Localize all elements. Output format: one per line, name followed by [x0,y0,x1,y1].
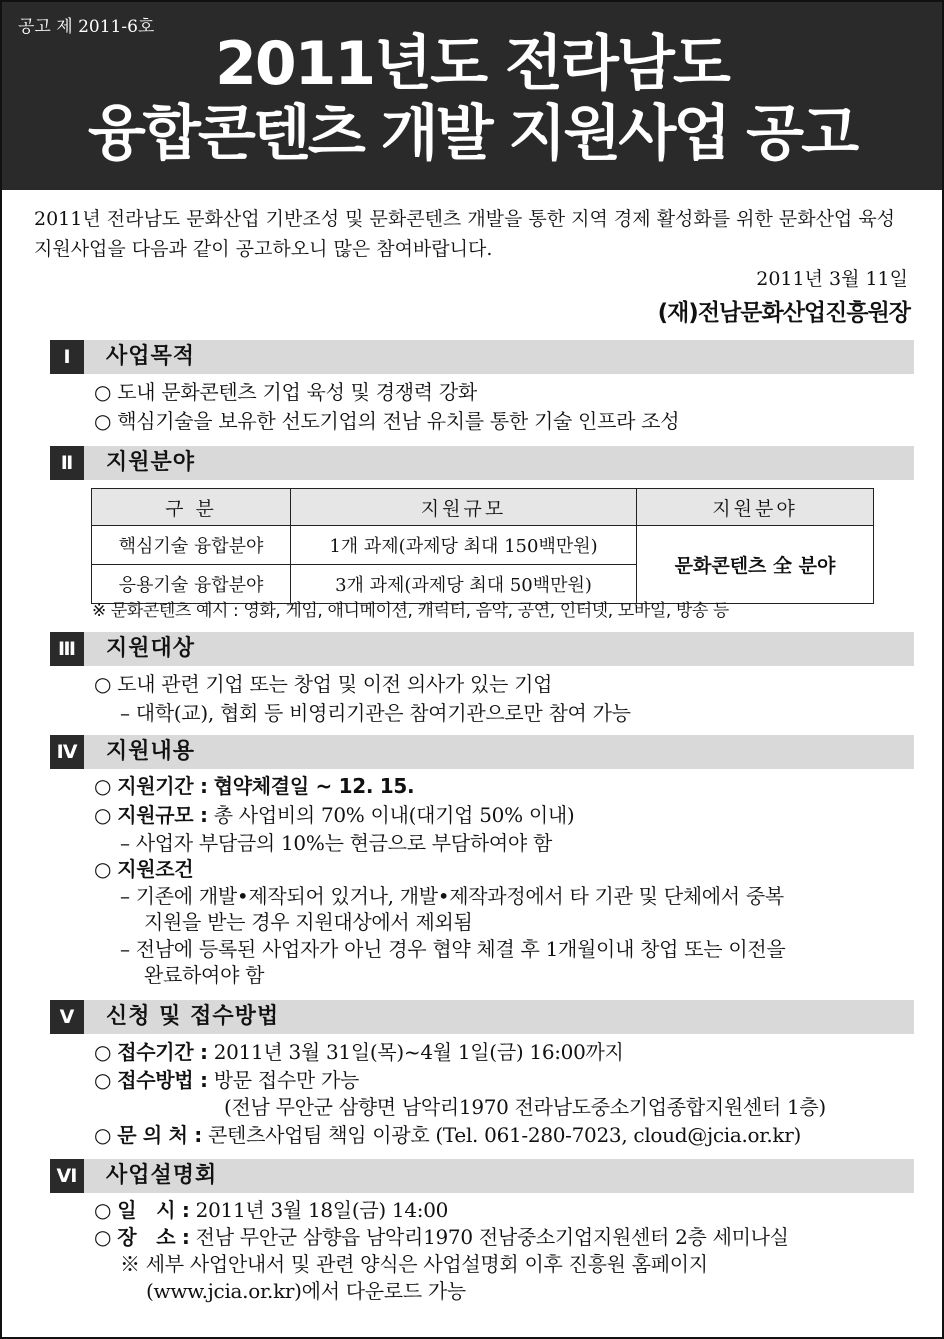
table-header-field: 지원분야 [637,489,874,526]
contact-value: 콘텐츠사업팀 책임 이광호 (Tel. 061-280-7023, cloud@jcia.or.kr) [208,1123,801,1147]
section-number: Ⅱ [50,446,84,480]
support-conditions-label: 지원조건 [117,857,194,881]
briefing-note: ※ 세부 사업안내서 및 관련 양식은 사업설명회 이후 진흥원 홈페이지 [120,1252,708,1276]
application-method-value: 방문 접수만 가능 [213,1068,359,1092]
bullet: ○ [94,1123,112,1147]
condition-item: – 전남에 등록된 사업자가 아닌 경우 협약 체결 후 1개월이내 창업 또는 이전을 [120,937,786,961]
eligibility-sub: – 대학(교), 협회 등 비영리기관은 참여기관으로만 참여 가능 [120,701,631,725]
section-title: 사업목적 [106,344,196,369]
support-period-line [94,772,414,800]
section-title: 사업설명회 [106,1163,218,1188]
briefing-date-line [94,1196,448,1224]
application-period-label: 접수기간 : [117,1040,208,1064]
briefing-date-value: 2011년 3월 18일(금) 14:00 [195,1198,449,1222]
application-address: (전남 무안군 삼향면 남악리1970 전라남도중소기업종합지원센터 1층) [224,1095,826,1119]
notice-date: 2011년 3월 11일 [756,268,908,290]
section-title: 지원분야 [106,450,196,475]
support-conditions-line [94,855,193,883]
eligibility-item: ○ 도내 관련 기업 또는 창업 및 이전 의사가 있는 기업 [94,672,553,696]
issuing-organization: (재)전남문화산업진흥원장 [657,300,910,326]
support-scale-label: 지원규모 : [117,803,208,827]
section-header-purpose [50,340,914,374]
bullet: ○ [94,1040,112,1064]
briefing-place-value: 전남 무안군 삼향읍 남악리1970 전남중소기업지원센터 2층 세미나실 [195,1225,789,1249]
table-cell-category: 핵심기술 융합분야 [92,526,291,565]
table-header-scale: 지원규모 [291,489,637,526]
table-row [92,526,874,565]
bullet: ○ [94,1198,112,1222]
section-title: 지원대상 [106,636,196,661]
support-period-value: 협약체결일 ~ 12. 15. [213,774,415,798]
section-number: Ⅳ [50,735,84,769]
section-header-content [50,735,914,769]
notice-number: 공고 제 2011-6호 [18,17,155,37]
condition-item-cont: 지원을 받는 경우 지원대상에서 제외됨 [144,910,473,934]
table-header-category: 구 분 [92,489,291,526]
table-cell-scale: 3개 과제(과제당 최대 50백만원) [291,565,637,604]
content-examples-note: ※ 문화콘텐츠 예시 : 영화, 게임, 애니메이션, 캐릭터, 음악, 공연, 인터넷, 모바일, 방송 등 [92,601,729,621]
briefing-note-cont: (www.jcia.or.kr)에서 다운로드 가능 [146,1279,466,1303]
contact-line [94,1121,801,1149]
section-number: Ⅲ [50,632,84,666]
bullet: ○ [94,1068,112,1092]
bullet: ○ [94,803,112,827]
condition-item: – 기존에 개발•제작되어 있거나, 개발•제작과정에서 타 기관 및 단체에서 중복 [120,884,784,908]
table-cell-scale: 1개 과제(과제당 최대 150백만원) [291,526,637,565]
briefing-date-label: 일 시 : [117,1198,190,1222]
section-title: 지원내용 [106,739,196,764]
section-number: Ⅰ [50,340,84,374]
page-title-line2: 융합콘텐츠 개발 지원사업 공고 [87,99,857,169]
application-method-line [94,1066,359,1094]
page-title-line1: 2011년도 전라남도 [215,29,729,99]
application-period-line [94,1038,624,1066]
application-period-value: 2011년 3월 31일(목)~4월 1일(금) 16:00까지 [213,1040,624,1064]
table-cell-category: 응용기술 융합분야 [92,565,291,604]
header-banner [2,2,942,190]
section-header-eligibility [50,632,914,666]
support-scale-sub: – 사업자 부담금의 10%는 현금으로 부담하여야 함 [120,831,552,855]
condition-item-cont: 완료하여야 함 [144,963,265,987]
support-period-label: 지원기간 : [117,774,208,798]
support-scale-value: 총 사업비의 70% 이내(대기업 50% 이내) [213,803,575,827]
briefing-place-label: 장 소 : [117,1225,190,1249]
purpose-item: ○ 도내 문화콘텐츠 기업 육성 및 경쟁력 강화 [94,380,477,404]
intro-text: 2011년 전라남도 문화산업 기반조성 및 문화콘텐츠 개발을 통한 지역 경제 활성화를 위한 문화산업 육성 지원사업을 다음과 같이 공고하오니 많은 참여바랍니다. [34,208,896,260]
briefing-place-line [94,1223,789,1251]
bullet: ○ [94,1225,112,1249]
section-header-fields [50,446,914,480]
table-cell-field: 문화콘텐츠 全 분야 [637,526,874,604]
support-table [91,488,874,604]
purpose-item: ○ 핵심기술을 보유한 선도기업의 전남 유치를 통한 기술 인프라 조성 [94,409,680,433]
section-number: Ⅴ [50,1000,84,1034]
support-scale-line [94,801,574,829]
contact-label: 문 의 처 : [117,1123,202,1147]
bullet: ○ [94,774,112,798]
section-number: Ⅵ [50,1159,84,1193]
application-method-label: 접수방법 : [117,1068,208,1092]
section-header-briefing [50,1159,914,1193]
section-title: 신청 및 접수방법 [106,1004,280,1029]
section-header-application [50,1000,914,1034]
bullet: ○ [94,857,112,881]
